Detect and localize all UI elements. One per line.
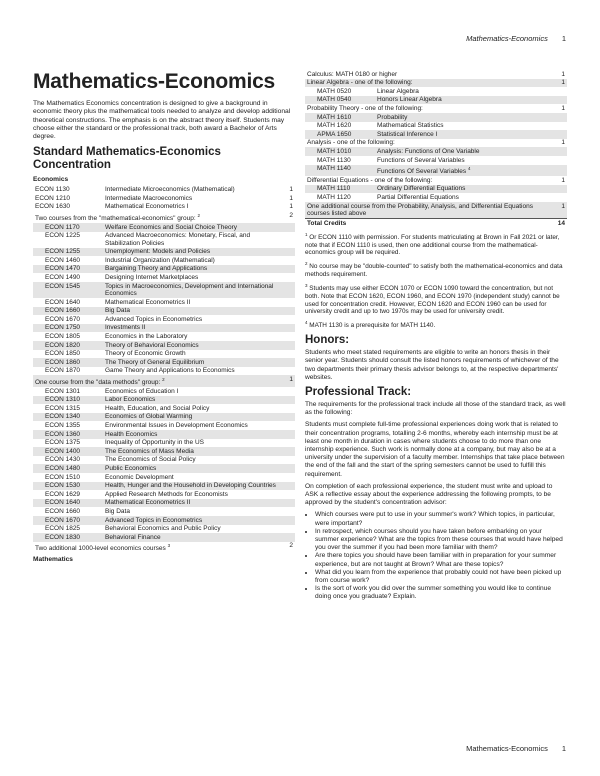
course-row [33, 273, 295, 282]
course-code: ECON 1375 [45, 439, 81, 447]
course-code: ECON 1820 [33, 341, 103, 350]
course-row [33, 256, 295, 265]
course-row [33, 516, 295, 525]
footnote-number: 2 [305, 261, 308, 267]
course-title: Economic Development [105, 473, 174, 481]
course-code: ECON 1545 [33, 282, 103, 298]
course-hours: 1 [279, 375, 295, 387]
footer-title: Mathematics-Economics [466, 744, 548, 753]
course-hours: 2 [289, 542, 293, 550]
course-hours: 1 [561, 176, 565, 184]
group-row [305, 104, 567, 113]
prompt-item: • What did you learn from the experience that probably could not have been picked up from course work? [315, 569, 567, 585]
course-code: ECON 1640 [33, 499, 103, 508]
group-row [33, 375, 295, 387]
course-title: Mathematical Econometrics II [105, 298, 191, 306]
course-hours [279, 256, 295, 265]
course-row [33, 396, 295, 405]
footnote-number: 4 [305, 320, 308, 326]
course-hours [279, 387, 295, 396]
course-row [305, 96, 567, 105]
course-hours [279, 341, 295, 350]
left-column [33, 62, 295, 565]
footnote-ref: 3 [167, 543, 171, 549]
course-hours [551, 165, 567, 177]
course-title: Welfare Economics and Social Choice Theory [103, 223, 279, 232]
course-code: ECON 1640 [45, 298, 81, 306]
course-row [33, 194, 295, 203]
course-hours [279, 282, 295, 298]
course-code: ECON 1355 [45, 422, 81, 430]
course-title: Game Theory and Applications to Economics [105, 367, 235, 375]
course-row [33, 341, 295, 350]
course-hours [279, 298, 295, 307]
course-code: MATH 0540 [305, 96, 375, 105]
course-title: Labor Economics [103, 396, 279, 405]
course-code: MATH 1620 [317, 122, 352, 130]
course-code: ECON 1530 [33, 482, 103, 491]
course-hours [279, 430, 295, 439]
course-row [33, 499, 295, 508]
group-row [33, 542, 295, 554]
footnotes [305, 231, 567, 330]
course-title: Economics of Global Warming [103, 413, 279, 422]
course-title: The Economics of Social Policy [105, 456, 196, 464]
course-row [33, 307, 295, 316]
course-row [305, 156, 567, 165]
footer-page-number: 1 [561, 744, 566, 753]
course-title: Economics of Education I [105, 387, 179, 395]
course-code: ECON 1805 [45, 332, 81, 340]
course-row [33, 265, 295, 274]
running-footer [466, 744, 566, 753]
course-row [33, 332, 295, 341]
group-row [305, 70, 567, 79]
course-hours [279, 223, 295, 232]
course-hours [279, 473, 295, 482]
course-hours [279, 490, 295, 499]
course-title: Partial Differential Equations [377, 194, 459, 202]
course-hours [279, 413, 295, 422]
course-row [33, 490, 295, 499]
course-code: ECON 1210 [35, 194, 71, 202]
course-hours [279, 456, 295, 465]
course-title: Inequality of Opportunity in the US [105, 439, 205, 447]
course-code: ECON 1170 [33, 223, 103, 232]
course-hours [279, 439, 295, 448]
course-title: Unemployment: Models and Policies [103, 248, 279, 257]
right-column [305, 70, 567, 602]
footnote-text: Students may use either ECON 1070 or ECON 1090 toward the concentration, but not both. Note that ECON 1620, ECON 1960, and ECON 1970 (independent study) cannot be used for concentration credit. However, ECON 1620 and ECON 1960 can be used for university credit and up to two 1970s may be used for university credit. [305, 285, 560, 316]
course-hours: 2 [289, 211, 293, 219]
course-code: ECON 1660 [45, 507, 81, 515]
course-hours: 1 [289, 186, 293, 194]
course-hours [279, 358, 295, 367]
reflection-prompts [305, 511, 567, 601]
course-code: ECON 1225 [45, 232, 81, 240]
course-title: Intermediate Microeconomics (Mathematical) [105, 186, 235, 194]
course-hours [279, 447, 295, 456]
course-code: MATH 0520 [317, 87, 352, 95]
course-row [33, 421, 295, 430]
course-row [33, 533, 295, 542]
footnote-ref: 2 [162, 376, 165, 382]
course-hours [551, 147, 567, 156]
course-hours [279, 464, 295, 473]
course-code: ECON 1315 [45, 404, 81, 412]
group-label: One additional course from the Probability, Analysis, and Differential Equations courses listed above [305, 202, 551, 219]
group-label: One course from the "data methods" group: $^2$ [33, 375, 279, 387]
course-hours [279, 396, 295, 405]
course-title: Big Data [103, 307, 279, 316]
course-code: ECON 1630 [35, 203, 71, 211]
mathematics-label: Mathematics [33, 555, 73, 563]
course-code: ECON 1490 [45, 273, 81, 281]
course-title: Designing Internet Marketplaces [105, 273, 199, 281]
course-row [33, 404, 295, 413]
footnote [305, 231, 567, 258]
course-code: ECON 1670 [33, 516, 103, 525]
course-code: ECON 1860 [33, 358, 103, 367]
footnote-text: No course may be "double-counted" to satisfy both the mathematical-economics and data methods requirement. [305, 263, 563, 279]
course-row [33, 430, 295, 439]
course-row [305, 130, 567, 139]
group-label: Two additional 1000-level economics courses $^3$ [35, 543, 171, 553]
course-row [33, 447, 295, 456]
professional-heading: Professional Track: [305, 385, 412, 398]
course-title: Topics in Macroeconomics, Development and International Economics [103, 282, 279, 298]
course-title: Big Data [105, 507, 130, 515]
course-row [33, 185, 295, 194]
course-code: ECON 1850 [45, 350, 81, 358]
course-code: ECON 1400 [33, 447, 103, 456]
footnote [305, 282, 567, 316]
course-title: Advanced Topics in Econometrics [103, 516, 279, 525]
course-title: Health Economics [103, 430, 279, 439]
professional-para: On completion of each professional experience, the student must write and upload to ASK a reflective essay about the experience addressing the following prompts, to be approved by the student's concentration advisor: [305, 482, 553, 507]
course-title: Health, Hunger and the Household in Developing Countries [103, 482, 279, 491]
course-title: The Economics of Mass Media [103, 447, 279, 456]
course-title: Industrial Organization (Mathematical) [105, 256, 215, 264]
course-hours [551, 87, 567, 96]
course-title: Advanced Topics in Econometrics [105, 315, 203, 323]
header-title: Mathematics-Economics [466, 34, 548, 43]
course-row [33, 203, 295, 212]
economics-table [33, 185, 295, 553]
course-row [33, 464, 295, 473]
professional-para: Students must complete full-time professional experiences doing work that is related to their concentration programs, totalling 2-6 months, whereby each internship must be at least one month in duration in cases where students choose to do more than one internship experience. Such work is normally done at a company, but may also be at a university under the supervision of a faculty member. Internships that take place between the end of the fall and the start of the spring semesters cannot be used to fulfill this requirement. [305, 421, 565, 478]
course-row [33, 324, 295, 333]
course-hours [279, 367, 295, 376]
course-row [33, 473, 295, 482]
course-row [305, 147, 567, 156]
group-row [33, 211, 295, 223]
total-credits-row [305, 219, 567, 228]
course-hours [551, 113, 567, 122]
total-label: Total Credits [305, 219, 551, 228]
course-row [33, 350, 295, 359]
group-row [305, 79, 567, 88]
course-row [33, 298, 295, 307]
course-hours [551, 193, 567, 202]
course-hours: 1 [289, 203, 293, 211]
footnote-text: MATH 1130 is a prerequisite for MATH 1140. [309, 322, 436, 330]
course-hours [279, 307, 295, 316]
course-row [33, 223, 295, 232]
footnote-number: 3 [305, 282, 308, 288]
course-row [33, 525, 295, 534]
course-hours [551, 156, 567, 165]
course-title: Economics in the Laboratory [105, 332, 188, 340]
course-hours [279, 265, 295, 274]
course-code: MATH 1120 [317, 194, 351, 202]
course-title: Public Economics [103, 464, 279, 473]
group-row [305, 139, 567, 148]
mathematics-table [305, 70, 567, 228]
course-code: ECON 1130 [35, 186, 70, 194]
course-code: ECON 1480 [33, 464, 103, 473]
course-title: Analysis: Functions of One Variable [375, 147, 551, 156]
course-title: The Theory of General Equilibrium [103, 358, 279, 367]
course-row [33, 387, 295, 396]
course-hours [279, 273, 295, 282]
course-title: Advanced Macroeconomics: Monetary, Fiscal, and Stabilization Policies [105, 232, 251, 247]
honors-text: Students who meet stated requirements are eligible to write an honors thesis in their senior year. Students should consult the listed honors requirements of whichever of the two departments their primary thesis advisor belongs to, at the respective departments' websites. [305, 349, 559, 381]
group-label: Linear Algebra - one of the following: [305, 79, 551, 88]
course-code: ECON 1255 [33, 248, 103, 257]
course-title: Ordinary Differential Equations [375, 185, 551, 194]
intro-paragraph: The Mathematics Economics concentration is designed to give a background in economic theory plus the mathematical tools needed to analyze and develop additional theoretical constructions. The emphasis is on the abstract theory itself. Students may choose either the standard or the professional track, both award a Bachelor of Arts degree. [33, 100, 291, 141]
honors-heading: Honors: [305, 334, 350, 347]
course-code: ECON 1340 [33, 413, 103, 422]
course-row [33, 456, 295, 465]
course-code: MATH 1610 [305, 113, 375, 122]
course-code: ECON 1629 [45, 490, 81, 498]
course-row [33, 282, 295, 298]
course-title: Honors Linear Algebra [375, 96, 551, 105]
course-title: Mathematical Econometrics I [105, 203, 189, 211]
course-title: Statistical Inference I [375, 130, 551, 139]
course-hours [279, 507, 295, 516]
course-row [33, 413, 295, 422]
running-header [466, 34, 566, 43]
course-code: ECON 1510 [45, 473, 81, 481]
course-title: Functions of Several Variables [377, 156, 465, 164]
course-title: Health, Education, and Social Policy [105, 404, 210, 412]
course-title: Functions Of Several Variables $^4$ [375, 165, 551, 177]
course-hours [279, 482, 295, 491]
group-label: Calculus: MATH 0180 or higher [307, 70, 398, 78]
course-hours [279, 315, 295, 324]
economics-label: Economics [33, 176, 69, 184]
course-title: Behavioral Economics and Public Policy [105, 525, 221, 533]
course-title: Investments II [103, 324, 279, 333]
course-code: ECON 1825 [45, 525, 81, 533]
course-hours [279, 421, 295, 430]
total-value: 14 [551, 219, 567, 228]
course-hours: 1 [561, 70, 565, 78]
group-row [305, 176, 567, 185]
course-hours [279, 324, 295, 333]
course-hours [279, 350, 295, 359]
course-row [305, 87, 567, 96]
course-title: Theory of Economic Growth [105, 350, 186, 358]
prompt-item: • Which courses were put to use in your summer's work? Which topics, in particular, were important? [315, 511, 567, 527]
prompt-item: • Is the sort of work you did over the summer something you would like to continue doing once you graduate? Explain. [315, 585, 567, 601]
course-row [33, 439, 295, 448]
course-row [305, 113, 567, 122]
course-title: Intermediate Macroeconomics [105, 194, 193, 202]
group-row [305, 202, 567, 219]
course-code: MATH 1130 [317, 156, 351, 164]
course-row [33, 367, 295, 376]
course-hours [551, 185, 567, 194]
footnote [305, 260, 567, 279]
course-code: ECON 1460 [45, 256, 81, 264]
footnote-ref: 2 [197, 212, 201, 218]
course-code: ECON 1670 [45, 315, 81, 323]
footnote-number: 1 [305, 231, 308, 237]
course-title: Mathematical Statistics [377, 122, 444, 130]
course-hours: 1 [551, 202, 567, 219]
footnote-ref: 4 [467, 166, 471, 172]
course-hours [279, 332, 295, 341]
course-hours [279, 533, 295, 542]
course-hours [279, 499, 295, 508]
course-title: Bargaining Theory and Applications [103, 265, 279, 274]
course-hours: 1 [561, 139, 565, 147]
course-code: ECON 1360 [33, 430, 103, 439]
header-page-number: 1 [561, 34, 566, 43]
course-hours [279, 404, 295, 413]
course-code: ECON 1870 [45, 367, 81, 375]
course-code: MATH 1110 [305, 185, 375, 194]
course-row [33, 248, 295, 257]
group-label: Analysis - one of the following: [307, 139, 395, 147]
course-title: Behavioral Finance [103, 533, 279, 542]
course-code: ECON 1470 [33, 265, 103, 274]
course-code: ECON 1750 [33, 324, 103, 333]
course-hours [279, 248, 295, 257]
prompt-item: • Are there topics you should have been familiar with in preparation for your summer experience, but are not taught at Brown? What are these topics? [315, 552, 567, 568]
course-hours: 1 [561, 104, 565, 112]
course-code: MATH 1010 [305, 147, 375, 156]
course-hours [279, 232, 295, 248]
footnote [305, 319, 567, 330]
course-title: Applied Research Methods for Economists [105, 490, 228, 498]
course-hours: 1 [551, 79, 567, 88]
standard-heading: Standard Mathematics-Economics Concentration [33, 146, 221, 172]
group-label: Two courses from the "mathematical-economics" group: $^2$ [35, 212, 201, 223]
course-hours [551, 130, 567, 139]
course-row [33, 315, 295, 324]
footnote-text: Or ECON 1110 with permission. For students matriculating at Brown in Fall 2021 or later, note that if ECON 1110 is used, then one additional course from the mathematical-economics group will be required. [305, 233, 560, 257]
course-row [33, 507, 295, 516]
course-code: ECON 1301 [45, 387, 81, 395]
course-hours [551, 122, 567, 131]
course-title: Mathematical Econometrics II [103, 499, 279, 508]
course-title: Linear Algebra [377, 87, 419, 95]
course-row [33, 482, 295, 491]
course-row [305, 165, 567, 177]
course-hours [279, 516, 295, 525]
course-hours [551, 96, 567, 105]
course-row [33, 232, 295, 248]
course-row [305, 193, 567, 202]
course-title: Theory of Behavioral Economics [103, 341, 279, 350]
course-code: ECON 1830 [33, 533, 103, 542]
course-row [305, 185, 567, 194]
course-hours [279, 525, 295, 534]
course-row [305, 122, 567, 131]
course-hours: 1 [289, 194, 293, 202]
group-label: Differential Equations - one of the following: [307, 176, 433, 184]
professional-para: The requirements for the professional track include all those of the standard track, as well as the following: [305, 400, 566, 417]
course-code: MATH 1140 [305, 165, 375, 177]
course-code: ECON 1310 [33, 396, 103, 405]
course-code: ECON 1430 [45, 456, 81, 464]
course-title: Probability [375, 113, 551, 122]
course-code: ECON 1660 [33, 307, 103, 316]
course-code: APMA 1650 [305, 130, 375, 139]
group-label: Probability Theory - one of the following: [307, 104, 423, 112]
course-row [33, 358, 295, 367]
course-title: Environmental Issues in Development Economics [105, 422, 248, 430]
prompt-item: • In retrospect, which courses should you have taken before embarking on your summer experience? What are the topics from these courses that would have helped you over the summer if you had been more familiar with them? [315, 528, 567, 553]
page-title: Mathematics-Economics [33, 70, 276, 93]
